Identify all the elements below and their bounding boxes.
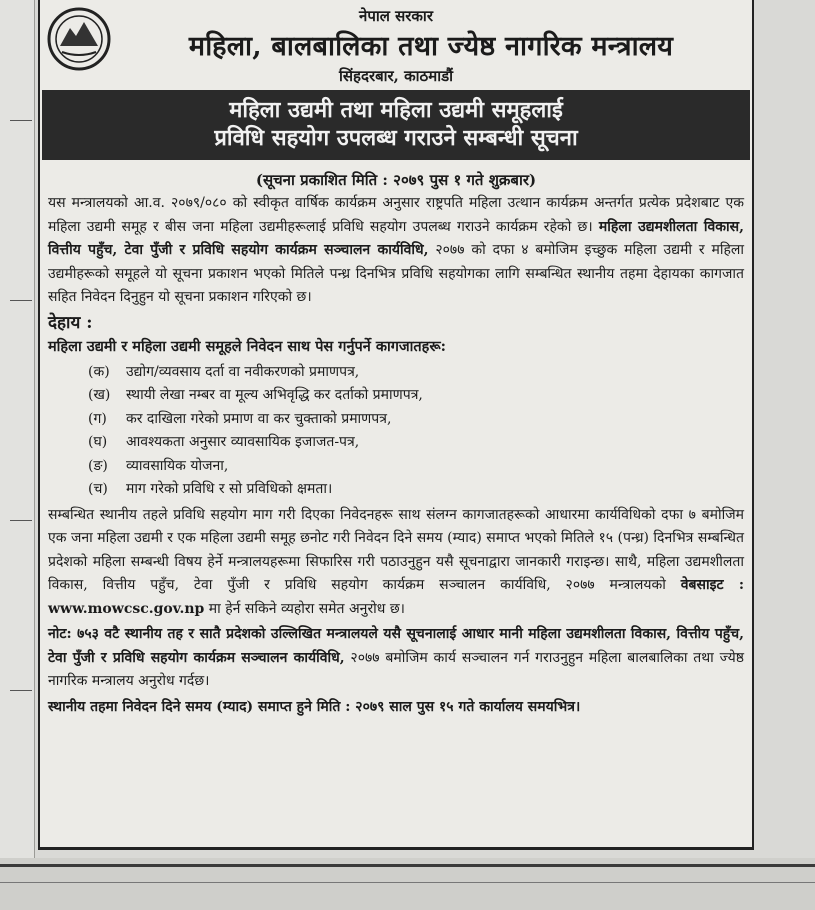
list-marker: (ङ) bbox=[88, 457, 108, 474]
list-marker: (ग) bbox=[88, 410, 107, 427]
ministry-address: सिंहदरबार, काठमाडौं bbox=[338, 67, 453, 85]
deadline-line: स्थानीय तहमा निवेदन दिने समय (म्याद) समाप्त हुने मिति : २०७९ साल पुस १५ गते कार्यालय समयभित्र। bbox=[48, 698, 581, 715]
notice-body bbox=[40, 192, 752, 719]
list-item-text: स्थायी लेखा नम्बर वा मूल्य अभिवृद्धि कर दर्ताको प्रमाणपत्र, bbox=[126, 387, 423, 403]
procedure-tail: मा हेर्न सकिने व्यहोरा समेत अनुरोध छ। bbox=[204, 600, 405, 617]
list-item bbox=[88, 408, 744, 432]
note-text: २०७७ बमोजिम कार्य सञ्चालन गर्न गराउनुहुन महिला बालबालिका तथा ज्येष्ठ नागरिक मन्त्रालय अनुरोध गर्दछ। bbox=[48, 649, 744, 689]
list-item bbox=[88, 361, 744, 385]
intro-text-1: यस मन्त्रालयको आ.व. २०७९/०८० को स्वीकृत वार्षिक कार्यक्रम अनुसार राष्ट्रपति महिला उत्थान कार्यक्रम अन्तर्गत प्रत्येक प्रदेशबाट एक महिला उद्यमी समूह र बीस जना महिला उद्यमीहरूलाई प्रविधि सहयोग उपलब्ध गराउने कार्यक्रम रहेको छ। bbox=[48, 195, 744, 235]
intro-paragraph bbox=[48, 192, 744, 310]
note-bold-text: नोट: ७५३ वटै स्थानीय तह र सातै प्रदेशको उल्लिखित मन्त्रालयले यसै सूचनालाई आधार मानी महिला उद्यमशीलता विकास, वित्तीय पहुँच, टेवा पुँजी र प्रविधि सहयोग कार्यक्रम सञ्चालन कार्यविधि, bbox=[48, 626, 744, 666]
documents-heading: महिला उद्यमी र महिला उद्यमी समूहले निवेदन साथ पेस गर्नुपर्ने कागजातहरू: bbox=[48, 338, 446, 355]
list-item bbox=[88, 478, 744, 502]
website-text: वेबसाइट : www.mowcsc.gov.np bbox=[48, 577, 744, 617]
documents-list bbox=[48, 361, 744, 502]
list-marker: (क) bbox=[88, 363, 110, 380]
list-item-text: उद्योग/व्यवसाय दर्ता वा नवीकरणको प्रमाणपत्र, bbox=[126, 363, 360, 380]
publication-date: (सूचना प्रकाशित मिति : २०७९ पुस १ गते शुक्रबार) bbox=[255, 171, 537, 189]
ministry-name: महिला, बालबालिका तथा ज्येष्ठ नागरिक मन्त्रालय bbox=[188, 31, 674, 62]
intro-bold-text: महिला उद्यमशीलता विकास, वित्तीय पहुँच, टेवा पुँजी र प्रविधि सहयोग कार्यक्रम सञ्चालन कार्यविधि, bbox=[48, 218, 744, 258]
notice-header bbox=[40, 0, 752, 90]
intro-text-2: २०७७ को दफा ४ बमोजिम इच्छुक महिला उद्यमी र महिला उद्यमीहरूको समूहले यो सूचना प्रकाशन भएको मितिले पन्ध्र दिनभित्र प्रविधि सहयोगका लागि सम्बन्धित स्थानीय तहमा देहायका कागजात सहित निवेदन दिनुहुन यो सूचना प्रकाशन गरिएको छ। bbox=[48, 242, 745, 305]
page-bottom-strip bbox=[0, 858, 815, 910]
adjacent-column-strip bbox=[0, 0, 35, 910]
public-notice bbox=[38, 0, 754, 850]
list-item bbox=[88, 431, 744, 455]
procedure-text: सम्बन्धित स्थानीय तहले प्रविधि सहयोग माग गरी दिएका निवेदनहरू साथ संलग्न कागजातहरूको आधारमा कार्यविधिको दफा ७ बमोजिम एक जना महिला उद्यमी र एक महिला उद्यमी समूह छनोट गरी निवेदन दिने समय (म्याद) समाप्त भएको मितिले १५ (पन्ध्र) दिनभित्र सम्बन्धित प्रदेशको महिला सम्बन्धी विषय हेर्ने मन्त्रालयहरूमा सिफारिस गरी पठाउनुहुन यसै सूचनाद्वारा जानकारी गराइन्छ। साथै, महिला उद्यमशीलता विकास, वित्तीय पहुँच, टेवा पुँजी र प्रविधि सहयोग कार्यक्रम सञ्चालन कार्यविधि, २०७७ मन्त्रालयको bbox=[48, 506, 744, 593]
annex-heading: देहाय : bbox=[48, 312, 93, 333]
notice-title-line1: महिला उद्यमी तथा महिला उद्यमी समूहलाई bbox=[229, 97, 563, 123]
list-marker: (घ) bbox=[88, 434, 108, 450]
list-item bbox=[88, 384, 744, 408]
list-item bbox=[88, 455, 744, 479]
list-item-text: आवश्यकता अनुसार व्यावसायिक इजाजत-पत्र, bbox=[126, 434, 360, 450]
list-item-text: व्यावसायिक योजना, bbox=[126, 457, 229, 474]
procedure-paragraph bbox=[48, 504, 744, 622]
government-name: नेपाल सरकार bbox=[359, 7, 433, 25]
notice-title-line2: प्रविधि सहयोग उपलब्ध गराउने सम्बन्धी सूचना bbox=[214, 125, 578, 151]
list-item-text: कर दाखिला गरेको प्रमाण वा कर चुक्ताको प्रमाणपत्र, bbox=[126, 410, 392, 427]
list-marker: (ख) bbox=[88, 387, 111, 403]
list-item-text: माग गरेको प्रविधि र सो प्रविधिको क्षमता। bbox=[126, 481, 333, 497]
note-paragraph bbox=[48, 623, 744, 694]
list-marker: (च) bbox=[88, 481, 108, 497]
notice-title-banner bbox=[42, 90, 750, 160]
